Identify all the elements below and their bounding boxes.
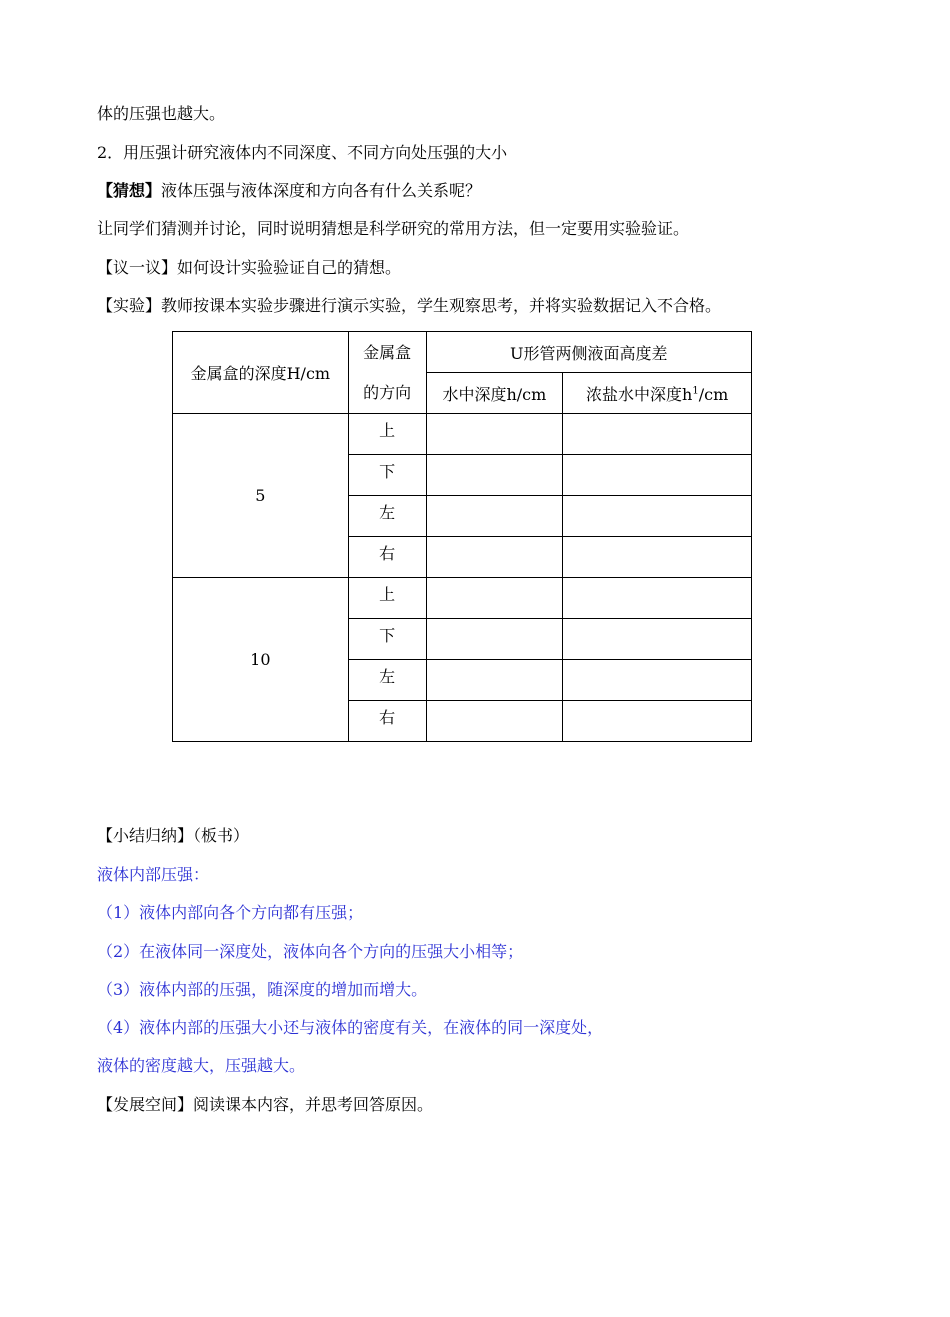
direction-cell: 下 — [348, 619, 426, 660]
discuss-paragraph: 【议一议】如何设计实验验证自己的猜想。 — [97, 258, 402, 277]
brine-cell — [563, 414, 752, 455]
depth-value-cell: 5 — [173, 414, 349, 578]
table-row — [173, 578, 752, 619]
header-direction — [348, 332, 426, 414]
header-brine-sup: 1 — [692, 385, 699, 397]
depth-value-cell: 10 — [173, 578, 349, 742]
header-depth: 金属盒的深度H/cm — [173, 332, 349, 414]
experiment-data-table — [172, 331, 752, 742]
direction-cell: 左 — [348, 496, 426, 537]
summary-item: 液体的密度越大，压强越大。 — [97, 1056, 306, 1075]
header-brine — [563, 373, 752, 414]
guess-tag: 【猜想】 — [97, 181, 162, 200]
brine-cell — [563, 496, 752, 537]
summary-item: （1）液体内部向各个方向都有压强； — [97, 903, 364, 922]
header-brine-text: 浓盐水中深度h — [586, 384, 693, 404]
water-cell — [426, 496, 563, 537]
brine-cell — [563, 619, 752, 660]
direction-cell: 上 — [348, 578, 426, 619]
summary-intro: 液体内部压强： — [97, 865, 210, 884]
brine-cell — [563, 537, 752, 578]
summary-item: （4）液体内部的压强大小还与液体的密度有关，在液体的同一深度处， — [97, 1018, 604, 1037]
table-row — [173, 414, 752, 455]
water-cell — [426, 455, 563, 496]
header-water: 水中深度h/cm — [426, 373, 563, 414]
summary-item: （2）在液体同一深度处，液体向各个方向的压强大小相等； — [97, 942, 524, 961]
water-cell — [426, 701, 563, 742]
header-direction-line1: 金属盒 — [363, 342, 412, 362]
direction-cell: 右 — [348, 701, 426, 742]
water-cell — [426, 619, 563, 660]
develop-paragraph: 【发展空间】阅读课本内容，并思考回答原因。 — [97, 1095, 434, 1114]
water-cell — [426, 537, 563, 578]
brine-cell — [563, 455, 752, 496]
guess-text: 液体压强与液体深度和方向各有什么关系呢？ — [161, 181, 482, 200]
discussion-paragraph: 让同学们猜测并讨论，同时说明猜想是科学研究的常用方法，但一定要用实验验证。 — [97, 219, 690, 238]
experiment-paragraph: 【实验】教师按课本实验步骤进行演示实验，学生观察思考，并将实验数据记入不合格。 — [97, 296, 722, 315]
summary-heading: 【小结归纳】（板书） — [97, 826, 250, 845]
header-brine-unit: /cm — [698, 384, 729, 404]
water-cell — [426, 578, 563, 619]
table-header-row — [173, 332, 752, 373]
direction-cell: 左 — [348, 660, 426, 701]
water-cell — [426, 660, 563, 701]
direction-cell: 上 — [348, 414, 426, 455]
direction-cell: 下 — [348, 455, 426, 496]
header-direction-line2: 的方向 — [363, 382, 412, 402]
direction-cell: 右 — [348, 537, 426, 578]
brine-cell — [563, 578, 752, 619]
brine-cell — [563, 701, 752, 742]
section-heading: 2．用压强计研究液体内不同深度、不同方向处压强的大小 — [97, 143, 508, 162]
brine-cell — [563, 660, 752, 701]
header-height-diff: U形管两侧液面高度差 — [426, 332, 751, 373]
water-cell — [426, 414, 563, 455]
guess-paragraph — [97, 181, 481, 201]
summary-item: （3）液体内部的压强，随深度的增加而增大。 — [97, 980, 428, 999]
paragraph-continuation: 体的压强也越大。 — [97, 104, 226, 123]
